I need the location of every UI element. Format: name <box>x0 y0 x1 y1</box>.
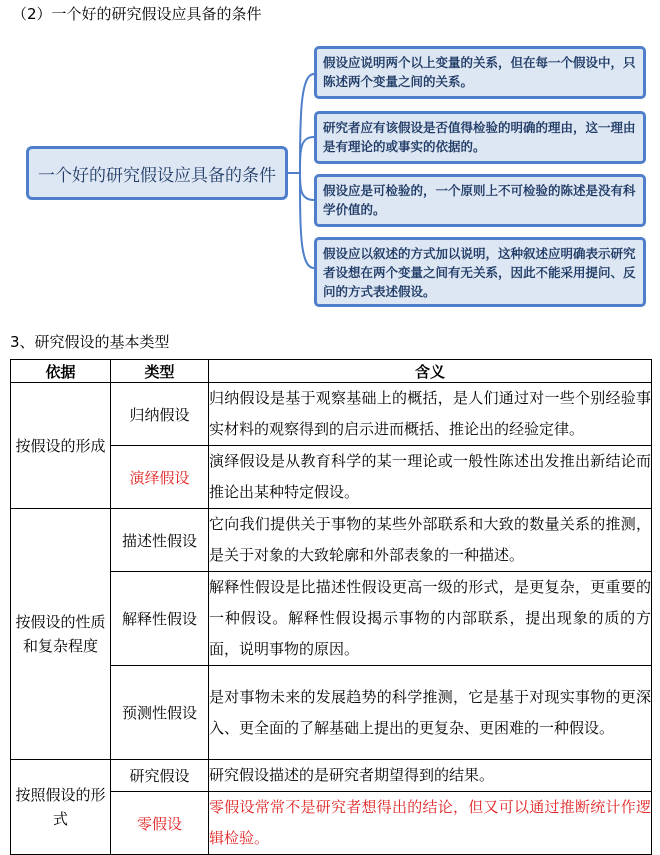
type-cell: 零假设 <box>111 792 209 855</box>
type-cell: 研究假设 <box>111 760 209 792</box>
table-row <box>11 509 652 572</box>
basis-cell: 按照假设的形式 <box>11 760 111 855</box>
meaning-cell: 零假设常常不是研究者想得出的结论，但又可以通过推断统计作逻辑检验。 <box>209 792 652 855</box>
table-row <box>11 760 652 792</box>
type-cell: 预测性假设 <box>111 666 209 760</box>
mind-map <box>0 0 660 320</box>
types-heading: 3、研究假设的基本类型 <box>10 333 170 351</box>
meaning-cell: 它向我们提供关于事物的某些外部联系和大致的数量关系的推测，是关于对象的大致轮廓和外部表象的一种描述。 <box>209 509 652 572</box>
meaning-cell: 研究假设描述的是研究者期望得到的结果。 <box>209 760 652 792</box>
mindmap-node: 研究者应有该假设是否值得检验的明确的理由，这一理由是有理论的或事实的依据的。 <box>314 111 646 164</box>
hypothesis-types-table <box>10 359 652 855</box>
meaning-cell: 解释性假设是比描述性假设更高一级的形式，是更复杂，更重要的一种假设。解释性假设揭示事物的内部联系，提出现象的质的方面，说明事物的原因。 <box>209 572 652 666</box>
mindmap-node: 假设应以叙述的方式加以说明，这种叙述应明确表示研究者设想在两个变量之间有无关系，因此不能采用提问、反问的方式表述假设。 <box>314 237 646 307</box>
basis-cell: 按假设的形成 <box>11 383 111 509</box>
table-row <box>11 383 652 446</box>
meaning-cell: 是对事物未来的发展趋势的科学推测，它是基于对现实事物的更深入、更全面的了解基础上提出的更复杂、更困难的一种假设。 <box>209 666 652 760</box>
basis-cell: 按假设的性质和复杂程度 <box>11 509 111 760</box>
table-header-row <box>11 360 652 383</box>
type-cell: 解释性假设 <box>111 572 209 666</box>
type-cell: 演绎假设 <box>111 446 209 509</box>
meaning-cell: 归纳假设是基于观察基础上的概括，是人们通过对一些个别经验事实材料的观察得到的启示进而概括、推论出的经验定律。 <box>209 383 652 446</box>
type-cell: 归纳假设 <box>111 383 209 446</box>
section-heading: （2）一个好的研究假设应具备的条件 <box>12 5 262 23</box>
meaning-cell: 演绎假设是从教育科学的某一理论或一般性陈述出发推出新结论而推论出某种特定假设。 <box>209 446 652 509</box>
column-header: 依据 <box>11 360 111 383</box>
mindmap-node: 假设应是可检验的，一个原则上不可检验的陈述是没有科学价值的。 <box>314 174 646 227</box>
mindmap-root: 一个好的研究假设应具备的条件 <box>26 146 288 200</box>
column-header: 含义 <box>209 360 652 383</box>
column-header: 类型 <box>111 360 209 383</box>
mindmap-node: 假设应说明两个以上变量的关系，但在每一个假设中，只陈述两个变量之间的关系。 <box>314 46 646 99</box>
type-cell: 描述性假设 <box>111 509 209 572</box>
